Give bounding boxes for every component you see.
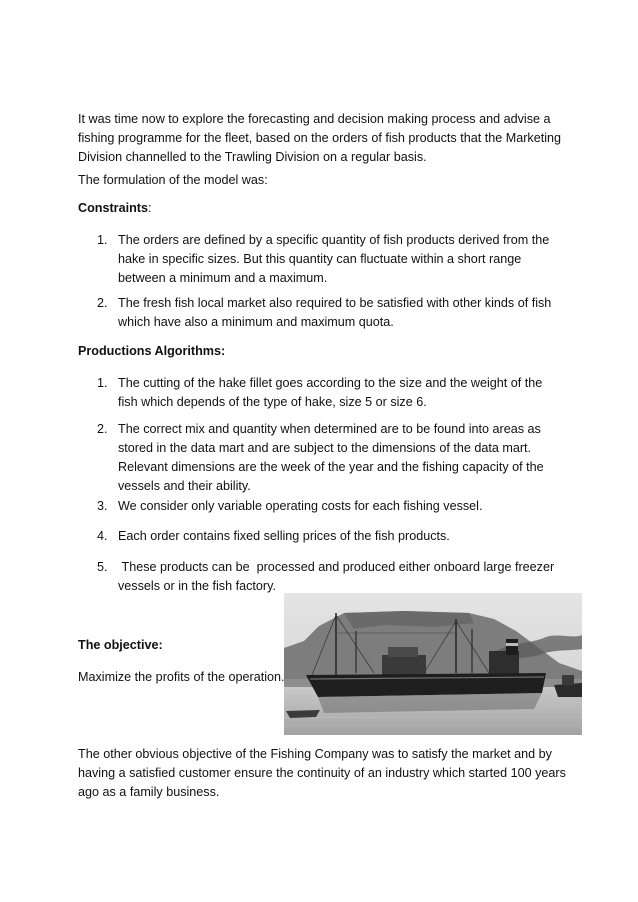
closing-paragraph: The other obvious objective of the Fishing Company was to satisfy the market and by having a satisfied customer ensure the continuity of an industry which started 100 years ago as a family business.	[78, 747, 566, 799]
constraints-heading-colon: :	[147, 201, 152, 215]
intro-paragraph: It was time now to explore the forecasting and decision making process and advise a fishing programme for the fleet, based on the orders of fish products that the Marketing Division channelled to the Trawling Division on a regular basis.	[78, 112, 562, 164]
algorithm-item-1: The cutting of the hake fillet goes according to the size and the weight of the fish which depends of the type of hake, size 5 or size 6.	[118, 376, 543, 409]
algorithm-number-3: 3.	[97, 499, 108, 513]
algorithm-number-2: 2.	[97, 422, 108, 436]
constraints-heading	[78, 199, 151, 218]
fishing-vessel-photo	[284, 593, 582, 735]
constraint-item-1: The orders are defined by a specific quantity of fish products derived from the hake in specific sizes. But this quantity can fluctuate within a short range between a minimum and a maximum.	[118, 233, 550, 285]
algorithms-heading: Productions Algorithms:	[78, 344, 226, 358]
algorithm-item-4: Each order contains fixed selling prices of the fish products.	[118, 529, 450, 543]
constraint-number-2: 2.	[97, 296, 108, 310]
algorithm-number-1: 1.	[97, 376, 108, 390]
constraints-heading-label: Constraints	[78, 201, 148, 215]
constraint-item-2: The fresh fish local market also required to be satisfied with other kinds of fish which have also a minimum and maximum quota.	[118, 296, 552, 329]
algorithm-item-3: We consider only variable operating costs for each fishing vessel.	[118, 499, 483, 513]
algorithm-number-4: 4.	[97, 529, 108, 543]
algorithm-number-5: 5.	[97, 560, 108, 574]
algorithm-item-5: These products can be processed and produced either onboard large freezer vessels or in the fish factory.	[118, 560, 558, 593]
objective-heading: The objective:	[78, 638, 163, 652]
formulation-line: The formulation of the model was:	[78, 173, 268, 187]
algorithm-item-2: The correct mix and quantity when determined are to be found into areas as stored in the data mart and are subject to the dimensions of the data mart. Relevant dimensions are the week of the year and the fishing capacity of the vessels and their ability.	[118, 422, 544, 493]
objective-text: Maximize the profits of the operation.	[78, 670, 285, 684]
constraint-number-1: 1.	[97, 233, 108, 247]
